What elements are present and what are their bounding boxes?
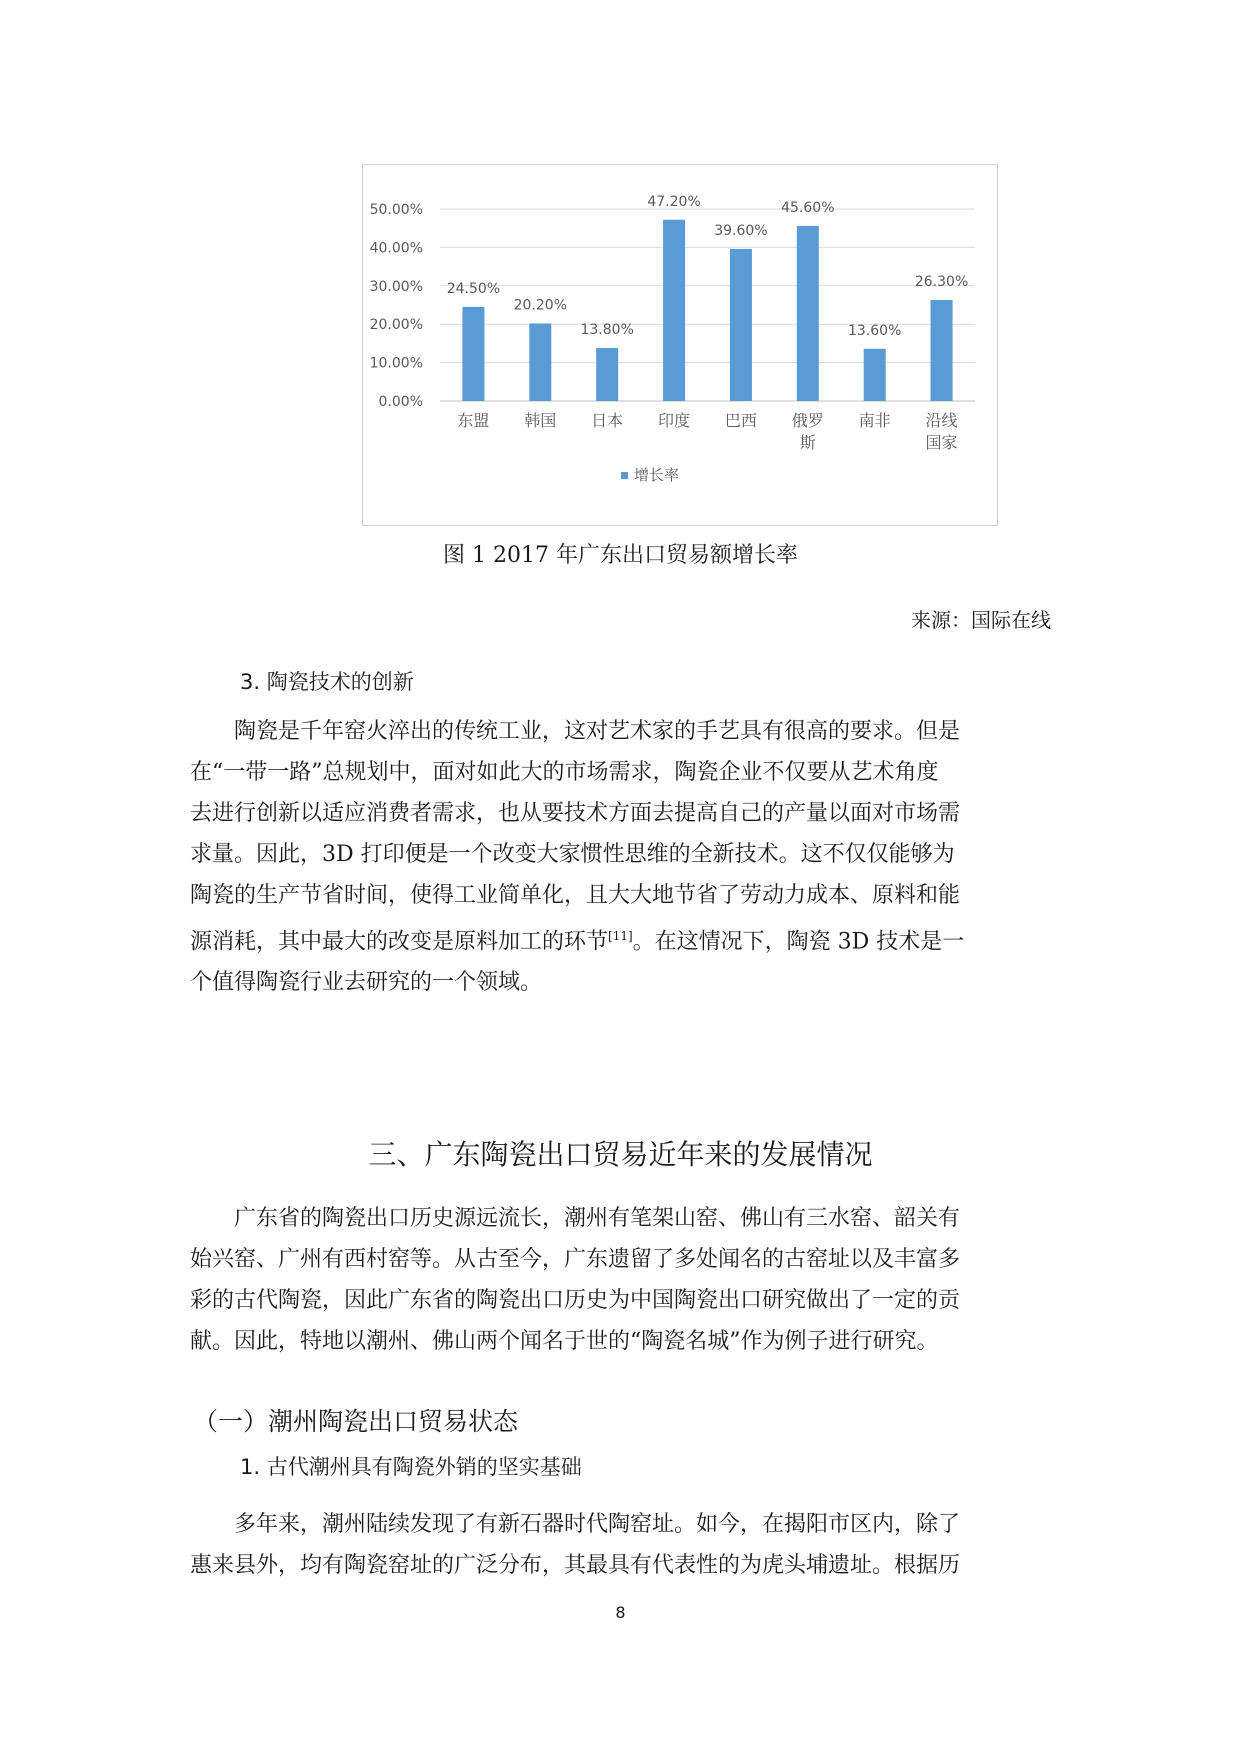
x-tick-label: 韩国 [524,411,557,430]
x-tick-label: 俄罗 [791,411,824,430]
text-line: 多年来，潮州陆续发现了有新石器时代陶窑址。如今，在揭阳市区内，除了 [234,1512,961,1537]
text-line: 广东省的陶瓷出口历史源远流长，潮州有笔架山窑、佛山有三水窑、韶关有 [234,1206,961,1231]
chapter-title: 三、广东陶瓷出口贸易近年来的发展情况 [368,1138,873,1171]
bar [663,220,685,401]
sub-section-heading: （一）潮州陶瓷出口贸易状态 [193,1407,519,1436]
legend-label: 增长率 [634,466,680,484]
bar [462,307,484,401]
paragraph-guangdong-history [190,1198,1052,1362]
x-tick-label: 沿线 [925,411,958,430]
text-line: 始兴窑、广州有西村窑等。从古至今，广东遗留了多处闻名的古窑址以及丰富多 [190,1247,961,1272]
y-tick-label: 40.00% [369,240,423,257]
paragraph-chaozhou [190,1504,1052,1586]
bar [596,348,618,401]
bar [797,226,819,401]
text-line: 献。因此，特地以潮州、佛山两个闻名于世的“陶瓷名城”作为例子进行研究。 [190,1329,939,1354]
y-tick-label: 20.00% [369,317,423,334]
data-label: 24.50% [446,280,501,297]
text-line: 在“一带一路”总规划中，面对如此大的市场需求，陶瓷企业不仅要从艺术角度 [190,760,939,785]
data-label: 20.20% [513,297,568,314]
x-tick-label: 印度 [658,411,691,430]
bar-chart [363,165,997,525]
figure-source: 来源：国际在线 [911,608,1051,632]
text-line [190,916,1052,962]
text-line: 陶瓷是千年窑火淬出的传统工业，这对艺术家的手艺具有很高的要求。但是 [234,719,961,744]
bar [730,249,752,401]
data-label: 39.60% [714,222,768,239]
paragraph-ceramics-tech [190,711,1052,1003]
figure-caption: 图 1 2017 年广东出口贸易额增长率 [443,543,798,568]
data-label: 47.20% [647,193,701,210]
text-line: 陶瓷的生产节省时间，使得工业简单化，且大大地节省了劳动力成本、原料和能 [190,883,961,908]
citation-ref: [11] [608,929,633,943]
x-tick-label: 日本 [591,411,624,430]
y-tick-label: 30.00% [369,278,423,295]
legend-swatch [621,472,628,479]
page-number: 8 [615,1603,626,1622]
y-tick-label: 0.00% [378,394,423,410]
section-heading-3: 3. 陶瓷技术的创新 [240,670,414,694]
text-line: 个值得陶瓷行业去研究的一个领域。 [190,970,543,996]
y-tick-label: 10.00% [369,355,423,372]
data-label: 13.60% [847,322,902,339]
x-tick-label: 东盟 [457,411,490,430]
data-label: 26.30% [914,274,969,291]
bar [864,349,886,401]
x-tick-label: 巴西 [724,411,757,430]
x-tick-label: 斯 [799,433,816,452]
text-segment: 源消耗，其中最大的改变是原料加工的环节 [190,929,609,955]
text-line: 彩的古代陶瓷，因此广东省的陶瓷出口历史为中国陶瓷出口研究做出了一定的贡 [190,1288,961,1313]
data-label: 13.80% [580,322,634,339]
text-line: 惠来县外，均有陶瓷窑址的广泛分布，其最具有代表性的为虎头埔遗址。根据历 [190,1553,961,1578]
text-segment: 。在这情况下，陶瓷 3D 技术是一 [632,929,965,955]
y-tick-label: 50.00% [369,202,423,218]
subsection-1-heading: 1. 古代潮州具有陶瓷外销的坚实基础 [240,1455,582,1479]
x-tick-label: 国家 [925,433,958,452]
chart-container [362,164,998,526]
bar [529,323,551,401]
text-line: 求量。因此，3D 打印便是一个改变大家惯性思维的全新技术。这不仅仅能够为 [190,842,955,867]
bar [931,300,953,401]
x-tick-label: 南非 [858,411,891,430]
text-line: 去进行创新以适应消费者需求，也从要技术方面去提高自己的产量以面对市场需 [190,801,961,826]
data-label: 45.60% [781,199,835,216]
